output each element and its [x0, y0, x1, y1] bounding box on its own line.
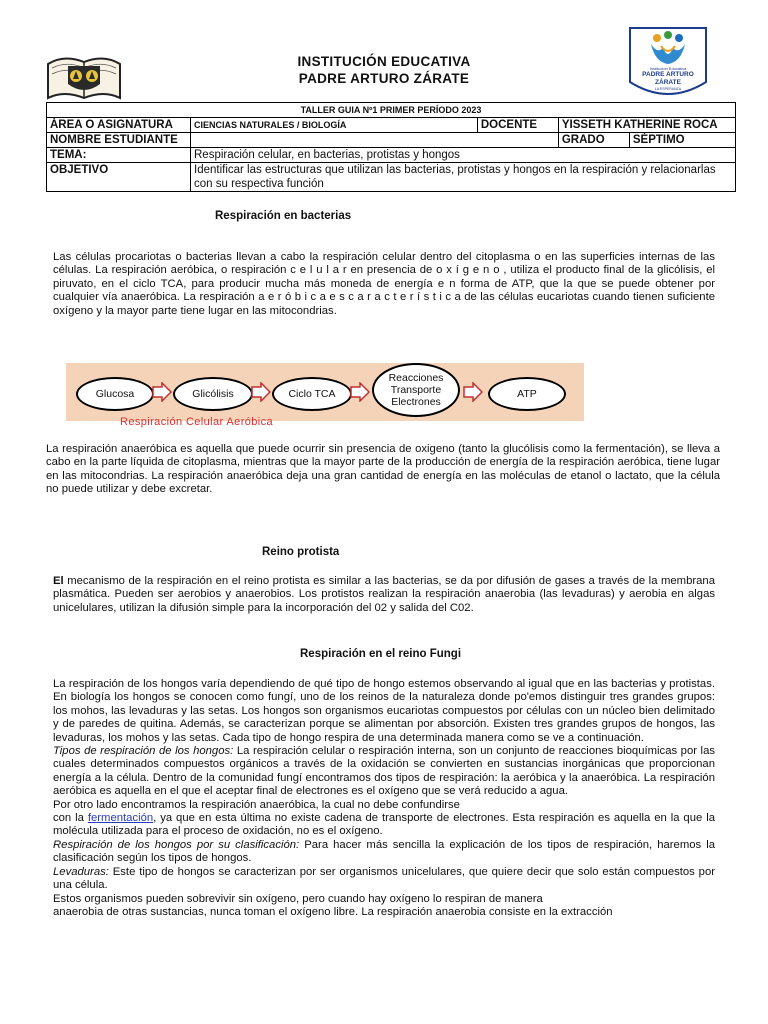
- student-name-field[interactable]: [191, 133, 559, 148]
- tipos-label: Tipos de respiración de los hongos:: [53, 745, 234, 758]
- bacterias-paragraph-1: Las células procariotas o bacterias llevan a cabo la respiración celular dentro del citoplasma o en las superficies internas de las células. La respiración aeróbica, o respiración c e l u l a r en presencia de o x í g e n o , utiliza el producto final de la glicólisis, el piruvato, en el ciclo TCA, para producir mucha más moneda de energía e n forma de ATP, que la que se puede obtener por cualquier vía anaeróbica. La respiración a e r ó b i c a e s c a r a c t e r í s t i c a de las células eucariotas cuando tienen suficiente oxígeno y la mayor parte tiene lugar en las mitocondrias.: [53, 251, 715, 317]
- docente-value: YISSETH KATHERINE ROCA: [558, 118, 735, 133]
- objetivo-value: Identificar las estructuras que utilizan las bacterias, protistas y hongos en la respiración y relacionarlas con su respectiva función: [191, 163, 736, 192]
- objetivo-label: OBJETIVO: [47, 163, 191, 192]
- flow-node-atp: ATP: [488, 377, 566, 411]
- institution-name-line1: INSTITUCIÓN EDUCATIVA: [297, 54, 471, 69]
- tema-label: TEMA:: [47, 148, 191, 163]
- flow-node-ciclo-tca: Ciclo TCA: [272, 377, 352, 411]
- aerobic-flow-diagram: [66, 363, 584, 421]
- clasificacion-label: Respiración de los hongos por su clasificación:: [53, 838, 300, 851]
- fungi-clasificacion-paragraph: [53, 839, 715, 866]
- grado-label: GRADO: [558, 133, 629, 148]
- protista-paragraph: [53, 575, 715, 615]
- levaduras-text: Este tipo de hongos se caracterizan por ser organismos unicelulares, que quiere decir que solo están compuestos por una célula.: [53, 865, 715, 892]
- flow-node-glucosa: Glucosa: [76, 377, 154, 411]
- fungi-fermentacion-paragraph: [53, 812, 715, 839]
- fungi-tipos-paragraph: [53, 745, 715, 799]
- tema-value: Respiración celular, en bacterias, protistas y hongos: [191, 148, 736, 163]
- flow-arrow-4: [463, 382, 483, 402]
- con-la-text: con la: [53, 812, 88, 825]
- bacterias-heading: Respiración en bacterias: [215, 210, 352, 222]
- school-crest-logo: [625, 24, 711, 104]
- crest-text-motto: LA ESPERANZA: [654, 87, 682, 91]
- fungi-otro-lado: Por otro lado encontramos la respiración anaeróbica, la cual no debe confundirse: [53, 798, 460, 811]
- crest-text-small: Institución Educativa: [649, 66, 687, 71]
- crest-text-name2: ZÁRATE: [655, 79, 681, 86]
- docente-label: DOCENTE: [477, 118, 558, 133]
- grado-value: SÉPTIMO: [629, 133, 735, 148]
- taller-caption: TALLER GUIA Nº1 PRIMER PERÍODO 2023: [47, 103, 736, 118]
- fungi-heading: Respiración en el reino Fungi: [300, 648, 462, 660]
- protista-lead: El: [53, 575, 64, 587]
- protista-text: mecanismo de la respiración en el reino protista es similar a las bacterias, se da por difusión de gases a través de la membrana plasmática. Pueden ser aerobios y anaerobios. Los protistos realizan la respiración anaerobia (las levaduras) y aerobia en algas unicelulares, utilizan la difusión simple para la incorporación del 02 y salida del C02.: [53, 575, 715, 614]
- flow-arrow-1: [152, 382, 172, 402]
- fungi-section: [53, 678, 715, 919]
- flow-arrow-2: [251, 382, 271, 402]
- levaduras-label: Levaduras:: [53, 865, 109, 878]
- fermentacion-link[interactable]: fermentación: [87, 812, 154, 825]
- fungi-levaduras-paragraph: [53, 866, 715, 893]
- info-table: [46, 102, 736, 192]
- flow-arrow-3: [350, 382, 370, 402]
- fungi-estos-line: Estos organismos pueden sobrevivir sin oxígeno, pero cuando hay oxígeno lo respiran de manera: [53, 892, 543, 905]
- protista-heading: Reino protista: [262, 546, 340, 558]
- flow-node-glicolisis: Glicólisis: [173, 377, 253, 411]
- tipos-text: La respiración celular o respiración interna, son un conjunto de reacciones bioquímicas por las cuales determinados compuestos orgánicos a través de la oxidación se convierten en sustancias inorgánicas que proporcionan energía a la célula. Dentro de la comunidad fungí encontramos dos tipos de respiración: la aeróbica y la anaeróbica. La respiración aeróbica es aquella en el que el aceptar final de electrones es el oxígeno que se verá reducido a agua.: [53, 745, 715, 798]
- area-value: CIENCIAS NATURALES / BIOLOGÍA: [191, 118, 478, 133]
- fungi-paragraph-1: La respiración de los hongos varía dependiendo de qué tipo de hongo estemos observando al igual que en las bacterias y protistas. En biología los hongos se conocen como fungí, uno de los reinos de la naturaleza donde po'emos distinguir tres grandes grupos: los mohos, las levaduras y las setas. Los hongos son organismos eucariotas compuestos por células con un núcleo bien delimitado y de paredes de quitina. Además, se caracterizan porque se alimentan por absorción. Existen tres grandes grupos de hongos, las levaduras, los mohos y las setas. Cada tipo de hongo respira de una determinada manera como se ve a continuación.: [53, 678, 715, 744]
- bacterias-paragraph-2: La respiración anaeróbica es aquella que puede ocurrir sin presencia de oxigeno (tanto la glucólisis como la fermentación), se lleva a cabo en la parte líquida de citoplasma, mientras que la mayor parte de la producción de energía de la respiración aeróbica, tiene lugar en las mitocondrias. La respiración anaeróbica deja una gran cantidad de energía en las moléculas de etanol o lactato, que la célula no puede utilizar y debe excretar.: [46, 443, 720, 496]
- clasificacion-text: Para hacer más sencilla la explicación de los tipos de respiración, haremos la clasificación según los tipos de hongos.: [53, 838, 715, 865]
- fermentacion-text: , ya que en esta última no existe cadena de transporte de electrones. Esta respiración es aquella en la que la molécula utilizada para el proceso de oxidación, no es el oxígeno.: [53, 812, 715, 838]
- crest-text-name1: PADRE ARTURO: [642, 71, 694, 78]
- fungi-anaerobia-line: anaerobia de otras sustancias, nunca toman el oxígeno libre. La respiración anaerobia consiste en la extracción: [53, 905, 613, 918]
- area-label: ÁREA O ASIGNATURA: [47, 118, 191, 133]
- institution-name-line2: PADRE ARTURO ZÁRATE: [298, 71, 470, 86]
- flow-node-reacciones: Reacciones Transporte Electrones: [372, 363, 460, 417]
- flow-caption: Respiración Celular Aeróbica: [120, 416, 274, 428]
- student-label: NOMBRE ESTUDIANTE: [47, 133, 191, 148]
